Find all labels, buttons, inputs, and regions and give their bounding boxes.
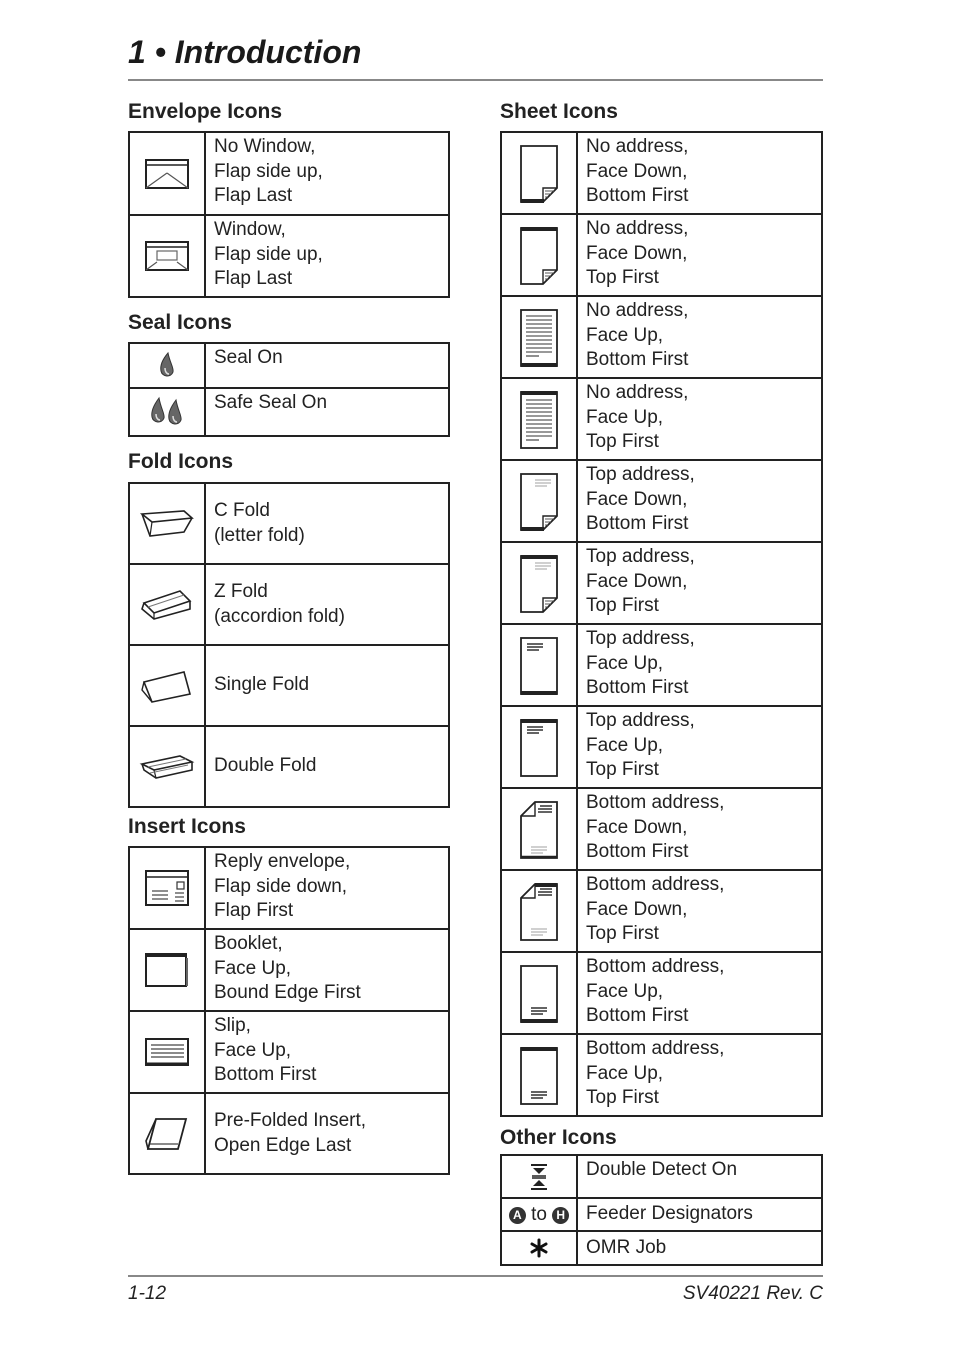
table-row: [501, 952, 822, 1034]
item-line: Bottom First: [586, 677, 689, 698]
feeder-designator-icon: [509, 1204, 569, 1225]
other-icons-heading: Other Icons: [500, 1126, 617, 1149]
envelope-icons-heading: Envelope Icons: [128, 100, 283, 123]
table-row: [129, 645, 449, 726]
fold-icons-heading: Fold Icons: [128, 450, 233, 473]
item-line: Z Fold: [214, 581, 268, 602]
item-line: Face Up,: [586, 406, 664, 428]
item-line: Feeder Designators: [586, 1203, 753, 1225]
sheet-top-address-face-down-bottom-icon: [517, 470, 561, 532]
double-fold-icon: [140, 752, 194, 782]
item-line: Face Down,: [586, 570, 688, 592]
insert-icons-table: [128, 846, 450, 1175]
item-line: Bottom address,: [586, 874, 725, 895]
sheet-no-address-face-down-bottom-icon: [517, 142, 561, 204]
z-fold-icon: [140, 587, 194, 623]
table-row: [501, 542, 822, 624]
item-line: No address,: [586, 218, 689, 239]
item-line: Face Up,: [586, 980, 664, 1002]
c-fold-icon: [140, 508, 194, 540]
fold-icons-table: [128, 482, 450, 808]
table-row: [501, 378, 822, 460]
sheet-top-address-face-up-bottom-icon: [517, 634, 561, 696]
sheet-bottom-address-face-up-top-icon: [517, 1044, 561, 1106]
item-line: Top First: [586, 923, 659, 944]
item-line: Face Down,: [586, 242, 688, 264]
item-line: Double Fold: [214, 755, 317, 777]
item-line: Bottom First: [214, 1064, 317, 1085]
item-line: Window,: [214, 219, 286, 240]
table-row: [501, 1155, 822, 1198]
item-line: Face Up,: [214, 957, 292, 979]
item-line: Face Up,: [586, 734, 664, 756]
envelope-window-icon: [144, 240, 190, 272]
envelope-no-window-icon: [144, 158, 190, 190]
item-line: No Window,: [214, 136, 316, 157]
item-line: No address,: [586, 382, 689, 403]
item-line: Face Down,: [586, 898, 688, 920]
item-line: Face Down,: [586, 160, 688, 182]
single-fold-icon: [140, 668, 194, 704]
table-row: [129, 215, 449, 297]
header-rule: [128, 79, 823, 81]
table-row: [501, 214, 822, 296]
item-line: Open Edge Last: [214, 1134, 352, 1156]
item-line: Bottom First: [586, 513, 689, 534]
sheet-icons-heading: Sheet Icons: [500, 100, 618, 123]
item-line: Flap First: [214, 900, 294, 921]
table-row: [501, 296, 822, 378]
table-row: [129, 1093, 449, 1174]
item-line: Top address,: [586, 710, 695, 731]
sheet-bottom-address-face-down-top-icon: [517, 880, 561, 942]
other-icons-table: [500, 1154, 823, 1266]
table-row: [129, 343, 449, 388]
table-row: [501, 132, 822, 214]
item-line: Face Up,: [586, 652, 664, 674]
table-row: [129, 483, 449, 564]
envelope-icons-table: [128, 131, 450, 298]
item-line: Reply envelope,: [214, 851, 351, 872]
table-row: [501, 1231, 822, 1265]
item-line: Safe Seal On: [214, 392, 328, 413]
table-row: [501, 706, 822, 788]
item-line: Face Down,: [586, 816, 688, 838]
pre-folded-insert-icon: [144, 1117, 190, 1151]
table-row: [501, 624, 822, 706]
item-line: Booklet,: [214, 933, 283, 954]
item-line: Top address,: [586, 546, 695, 567]
item-line: Face Up,: [586, 324, 664, 346]
sheet-no-address-face-up-bottom-icon: [517, 306, 561, 368]
sheet-bottom-address-face-up-bottom-icon: [517, 962, 561, 1024]
item-line: OMR Job: [586, 1236, 667, 1258]
item-line: Flap Last: [214, 268, 293, 289]
item-line: No address,: [586, 300, 689, 321]
item-line: (accordion fold): [214, 605, 345, 627]
sheet-bottom-address-face-down-bottom-icon: [517, 798, 561, 860]
item-line: Flap side up,: [214, 243, 323, 265]
double-seal-drop-icon: [150, 397, 184, 427]
table-row: [129, 388, 449, 436]
page-number: 1-12: [128, 1283, 167, 1304]
table-row: [129, 564, 449, 645]
seal-icons-table: [128, 342, 450, 437]
item-line: Bottom First: [586, 185, 689, 206]
item-line: Bottom First: [586, 349, 689, 370]
item-line: Bound Edge First: [214, 982, 361, 1003]
item-line: Flap side up,: [214, 160, 323, 182]
slip-icon: [144, 1037, 190, 1067]
sheet-icons-table: [500, 131, 823, 1117]
item-line: Top First: [586, 431, 659, 452]
item-line: Bottom address,: [586, 792, 725, 813]
item-line: Top First: [586, 595, 659, 616]
table-row: [129, 847, 449, 929]
feeder-a-icon: A: [509, 1207, 526, 1224]
item-line: Single Fold: [214, 674, 310, 696]
table-row: [129, 132, 449, 215]
item-line: Top First: [586, 267, 659, 288]
table-row: [501, 1198, 822, 1231]
sheet-no-address-face-up-top-icon: [517, 388, 561, 450]
sheet-top-address-face-up-top-icon: [517, 716, 561, 778]
asterisk-icon: [529, 1238, 549, 1258]
item-line: Top First: [586, 1087, 659, 1108]
footer-rule: [128, 1275, 823, 1277]
item-line: Top address,: [586, 464, 695, 485]
item-line: No address,: [586, 136, 689, 157]
feeder-h-icon: H: [552, 1207, 569, 1224]
table-row: [129, 726, 449, 807]
chapter-title: 1 • Introduction: [128, 34, 362, 70]
table-row: [501, 870, 822, 952]
item-line: Face Up,: [214, 1039, 292, 1061]
designator-to-word: to: [531, 1203, 547, 1225]
item-line: Bottom First: [586, 1005, 689, 1026]
item-line: Slip,: [214, 1015, 251, 1036]
document-reference: SV40221 Rev. C: [682, 1283, 823, 1304]
item-line: Double Detect On: [586, 1159, 738, 1180]
item-line: Flap side down,: [214, 875, 348, 897]
item-line: Bottom address,: [586, 1038, 725, 1059]
seal-drop-icon: [158, 352, 176, 380]
item-line: C Fold: [214, 500, 270, 521]
item-line: Face Down,: [586, 488, 688, 510]
double-detect-icon: [529, 1163, 549, 1191]
item-line: Top First: [586, 759, 659, 780]
item-line: Flap Last: [214, 185, 293, 206]
sheet-top-address-face-down-top-icon: [517, 552, 561, 614]
item-line: Pre-Folded Insert,: [214, 1110, 367, 1131]
booklet-icon: [144, 952, 190, 988]
item-line: Bottom address,: [586, 956, 725, 977]
item-line: (letter fold): [214, 524, 305, 546]
table-row: [501, 1034, 822, 1116]
seal-icons-heading: Seal Icons: [128, 311, 232, 334]
table-row: [129, 929, 449, 1011]
item-line: Bottom First: [586, 841, 689, 862]
table-row: [501, 460, 822, 542]
item-line: Face Up,: [586, 1062, 664, 1084]
sheet-no-address-face-down-top-icon: [517, 224, 561, 286]
reply-envelope-icon: [144, 869, 190, 907]
item-line: Seal On: [214, 347, 283, 368]
insert-icons-heading: Insert Icons: [128, 815, 246, 838]
item-line: Top address,: [586, 628, 695, 649]
table-row: [501, 788, 822, 870]
table-row: [129, 1011, 449, 1093]
